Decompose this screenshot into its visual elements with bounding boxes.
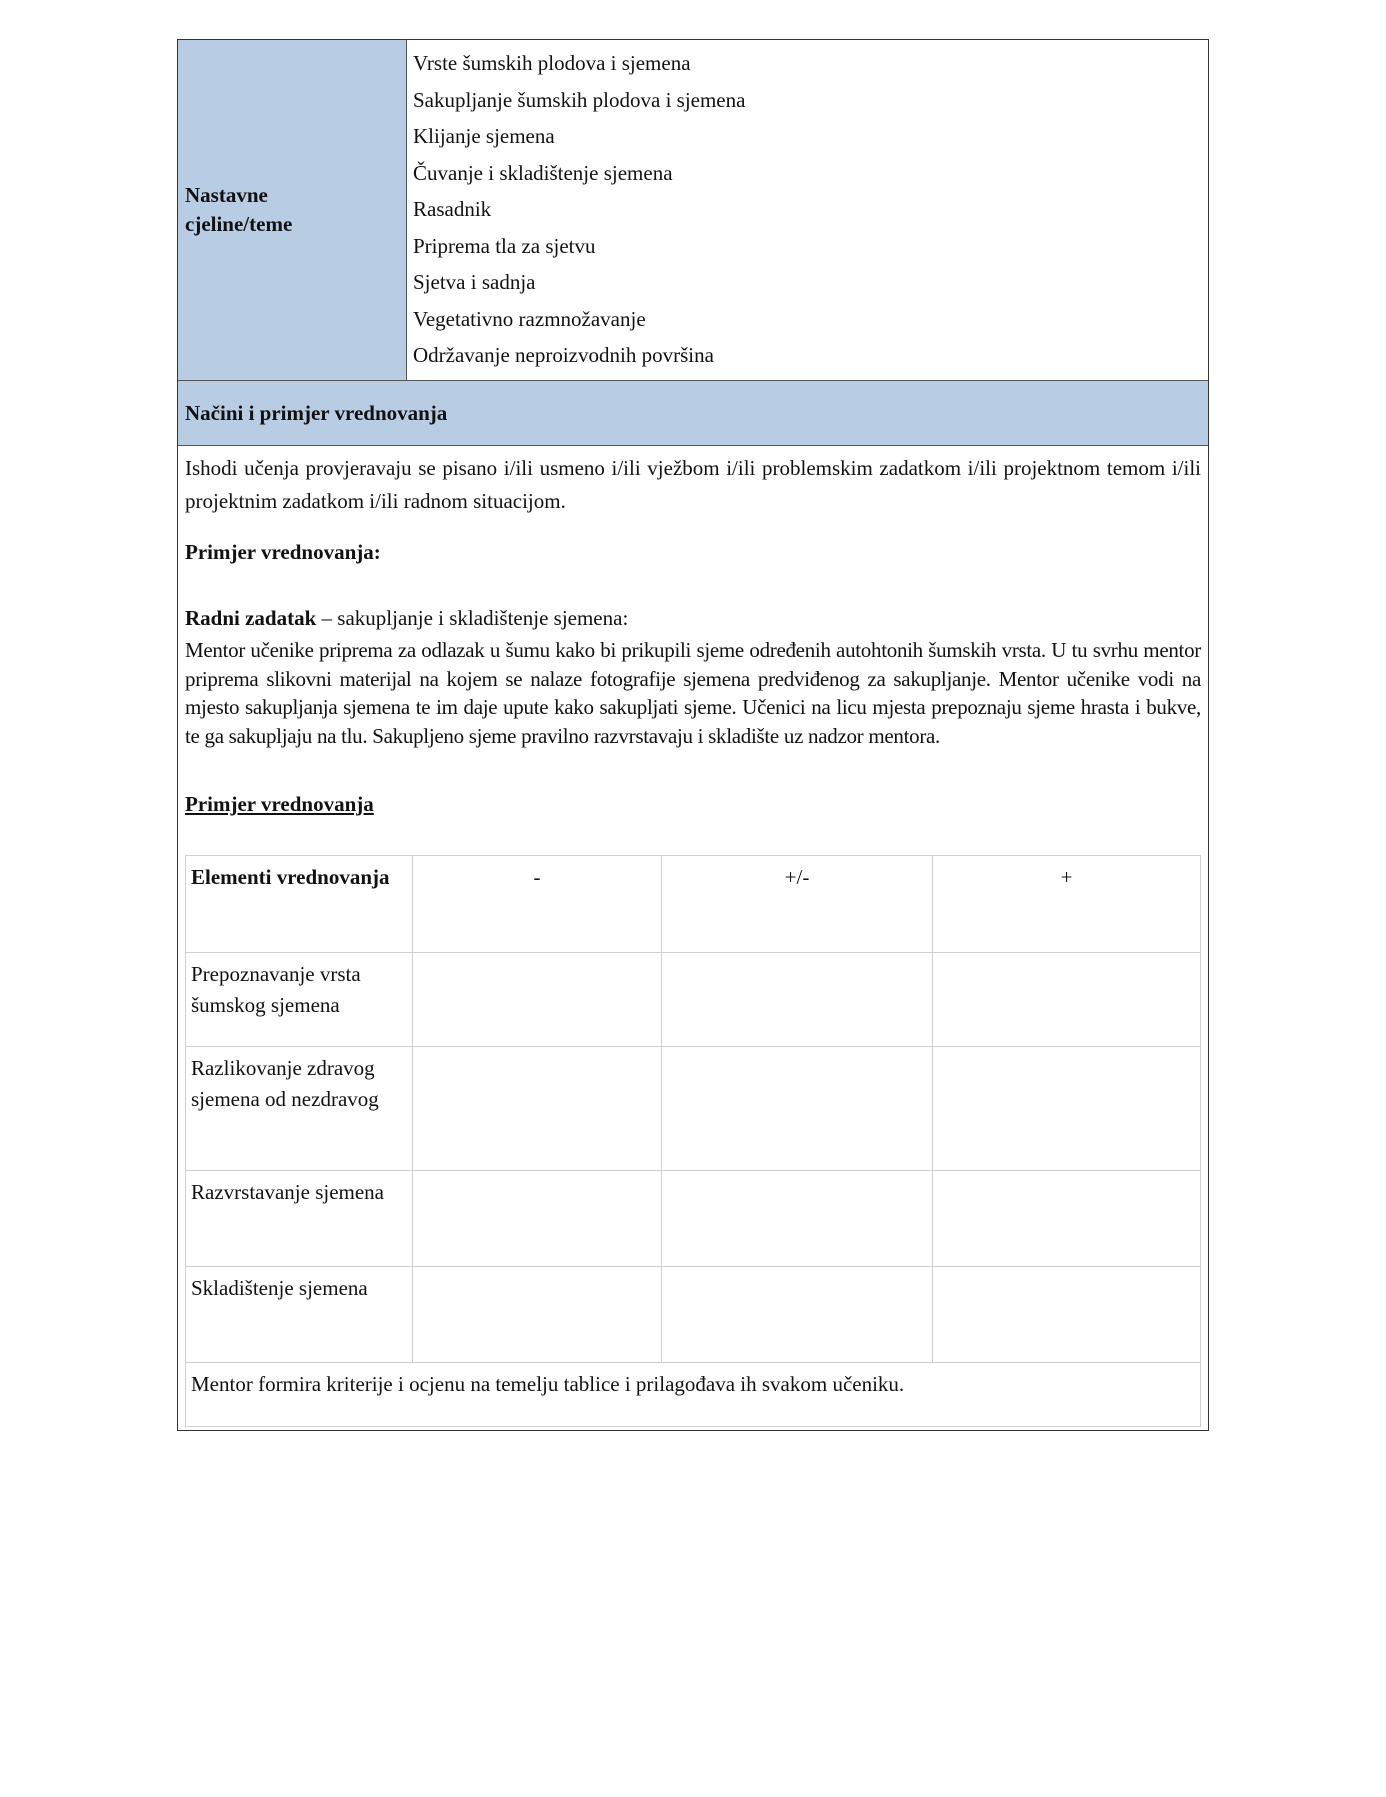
topics-row xyxy=(178,40,1208,381)
topic-item: Priprema tla za sjetvu xyxy=(413,233,596,258)
rubric-cell xyxy=(933,1171,1201,1267)
rubric-heading: Primjer vrednovanja xyxy=(185,792,374,816)
rubric-criterion: Prepoznavanje vrsta šumskog sjemena xyxy=(186,953,413,1047)
topic-item: Klijanje sjemena xyxy=(413,124,555,148)
topic-item: Rasadnik xyxy=(413,197,492,221)
rubric-cell xyxy=(662,1267,933,1363)
rubric-row xyxy=(186,1047,1201,1171)
task-title: Radni zadatak xyxy=(185,606,317,630)
rubric-row xyxy=(186,1267,1201,1363)
rubric-header-minus: - xyxy=(413,856,662,953)
topic-item: Čuvanje i skladištenje sjemena xyxy=(413,160,673,185)
rubric-header-row xyxy=(186,856,1201,953)
task-line xyxy=(185,603,1201,633)
curriculum-table xyxy=(177,39,1209,1431)
rubric-header-plus: + xyxy=(933,856,1201,953)
rubric-cell xyxy=(662,1171,933,1267)
rubric-criterion: Razlikovanje zdravog sjemena od nezdravog xyxy=(186,1047,413,1171)
rubric-row xyxy=(186,953,1201,1047)
rubric-cell xyxy=(413,1047,662,1171)
task-subtitle: – sakupljanje i skladištenje sjemena: xyxy=(316,606,629,630)
topic-item: Sakupljanje šumskih plodova i sjemena xyxy=(413,87,746,112)
rubric-criterion: Razvrstavanje sjemena xyxy=(186,1171,413,1267)
topic-item: Sjetva i sadnja xyxy=(413,270,536,294)
topics-list xyxy=(407,40,1208,380)
rubric-header-elements: Elementi vrednovanja xyxy=(186,856,413,953)
topic-item: Vegetativno razmnožavanje xyxy=(413,306,646,331)
topic-item: Održavanje neproizvodnih površina xyxy=(413,343,714,367)
rubric-cell xyxy=(413,1267,662,1363)
rubric-cell xyxy=(662,1047,933,1171)
rubric-cell xyxy=(413,953,662,1047)
evaluation-intro: Ishodi učenja provjeravaju se pisano i/ili usmeno i/ili vježbom i/ili problemskim zadatkom i/ili projektnom temom i/ili projektnim zadatkom i/ili radnom situacijom. xyxy=(185,456,1201,513)
rubric-cell xyxy=(662,953,933,1047)
rubric-row xyxy=(186,1171,1201,1267)
rubric-cell xyxy=(413,1171,662,1267)
rubric-criterion: Skladištenje sjemena xyxy=(186,1267,413,1363)
rubric-cell xyxy=(933,953,1201,1047)
topics-label xyxy=(178,40,407,380)
rubric-footer: Mentor formira kriterije i ocjenu na temelju tablice i prilagođava ih svakom učeniku. xyxy=(186,1363,1201,1427)
rubric-cell xyxy=(933,1267,1201,1363)
rubric-header-partial: +/- xyxy=(662,856,933,953)
topic-item: Vrste šumskih plodova i sjemena xyxy=(413,51,691,75)
rubric-cell xyxy=(933,1047,1201,1171)
evaluation-header xyxy=(178,381,1208,446)
rubric-table xyxy=(185,855,1201,1427)
task-description: Mentor učenike priprema za odlazak u šumu kako bi prikupili sjeme određenih autohtonih šumskih vrsta. U tu svrhu mentor priprema slikovni materijal na kojem se nalaze fotografije sjemena predviđenog za sakupljanje. Mentor učenike vodi na mjesto sakupljanja sjemena te im daje upute kako sakupljati sjeme. Učenici na licu mjesta prepoznaju sjeme hrasta i bukve, te ga sakupljaju na tlu. Sakupljeno sjeme pravilno razvrstavaju i skladište uz nadzor mentora. xyxy=(185,638,1201,748)
evaluation-header-text: Načini i primjer vrednovanja xyxy=(185,400,448,425)
rubric-footer-row xyxy=(186,1363,1201,1427)
example-heading: Primjer vrednovanja: xyxy=(185,540,381,564)
evaluation-body xyxy=(178,446,1208,1427)
topics-label-text: Nastavne cjeline/teme xyxy=(185,183,293,236)
